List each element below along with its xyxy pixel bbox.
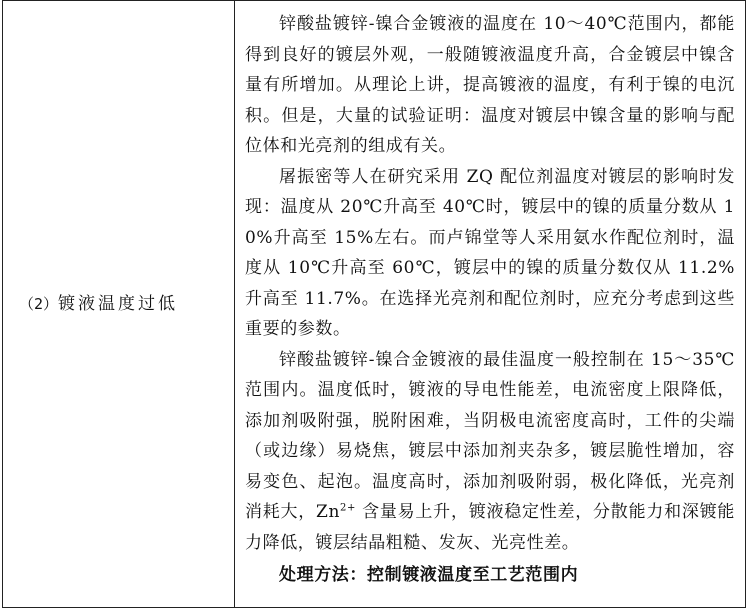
table-row — [3, 1, 746, 608]
cause-title: 镀液温度过低 — [58, 294, 179, 314]
description-cell — [235, 1, 746, 608]
zinc-ion-charge: 2+ — [340, 502, 356, 514]
document-table — [2, 0, 746, 608]
treatment-method — [245, 560, 735, 590]
paragraph-research-findings: 屠振密等人在研究采用 ZQ 配位剂温度对镀层的影响时发现：温度从 20℃升高至 40℃时，镀层中的镍的质量分数从 10%升高至 15%左右。而卢锦堂等人采用氨水作配位剂时，温度从 10℃升高至 60℃，镀层中的镍的质量分数仅从 11.2%升高至 11.7%。在选择光亮剂和配位剂时，应充分考虑到这些重要的参数。 — [245, 166, 735, 339]
paragraph-temperature-range: 锌酸盐镀锌-镍合金镀液的温度在 10～40℃范围内，都能得到良好的镀层外观，一般随镀液温度升高，合金镀层中镍含量有所增加。从理论上讲，提高镀液的温度，有利于镍的电沉积。但是，大量的试验证明：温度对镀层中镍含量的影响与配位体和光亮剂的组成有关。 — [245, 14, 735, 156]
treatment-method-label: 处理方法： — [279, 565, 367, 585]
paragraph-optimal-text-1: 锌酸盐镀锌-镍合金镀液的最佳温度一般控制在 15～35℃范围内。温度低时，镀液的导电性能差，电流密度上限降低，添加剂吸附强，脱附困难，当阴极电流密度高时，工件的尖端（或边缘）易烧焦，镀层中添加剂夹杂多，镀层脆性增加，容易变色、起泡。温度高时，添加剂吸附弱，极化降低，光亮剂消耗大，Zn — [245, 349, 735, 522]
cause-cell — [3, 1, 235, 608]
cause-number: （2） — [19, 295, 59, 313]
paragraph-optimal-text-2: 含量易上升，镀液稳定性差，分散能力和深镀能力降低，镀层结晶粗糙、发灰、光亮性差。 — [245, 502, 735, 553]
treatment-method-text: 控制镀液温度至工艺范围内 — [367, 565, 579, 585]
paragraph-optimal-temperature — [245, 345, 735, 559]
